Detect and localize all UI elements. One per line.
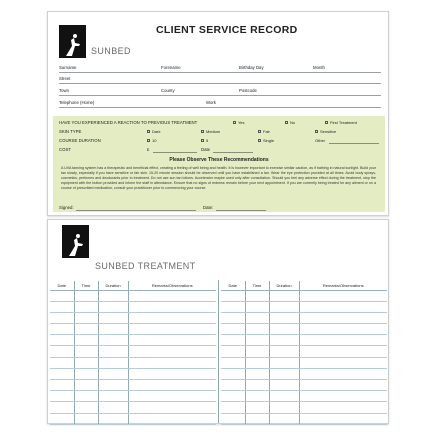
table-row (50, 357, 216, 368)
table-cell[interactable] (269, 391, 299, 402)
table-cell[interactable] (50, 290, 74, 301)
table-row (50, 335, 216, 346)
table-cell[interactable] (98, 380, 128, 391)
table-cell[interactable] (221, 357, 245, 368)
table-cell[interactable] (74, 368, 98, 379)
skin-fair-option[interactable]: Fair (258, 129, 270, 134)
table-cell[interactable] (74, 380, 98, 391)
table-cell[interactable] (74, 312, 98, 323)
table-cell[interactable] (128, 290, 216, 301)
month-label: Month (313, 65, 325, 70)
treatment-log-table-right (221, 281, 387, 425)
table-cell[interactable] (98, 312, 128, 323)
table-cell[interactable] (50, 413, 74, 424)
table-cell[interactable] (221, 402, 245, 413)
table-cell[interactable] (128, 335, 216, 346)
reaction-yes-option[interactable]: Yes (233, 120, 245, 125)
checkbox-icon (315, 130, 318, 133)
table-cell[interactable] (221, 413, 245, 424)
telephone-label: Telephone (Home) (59, 100, 95, 105)
table-cell[interactable] (74, 402, 98, 413)
checkbox-icon (258, 139, 261, 142)
table-cell[interactable] (269, 357, 299, 368)
cost-date-label: Date (201, 147, 211, 152)
table-cell[interactable] (128, 324, 216, 335)
table-cell[interactable] (269, 413, 299, 424)
table-cell[interactable] (221, 301, 245, 312)
table-cell[interactable] (245, 391, 269, 402)
table-cell[interactable] (221, 346, 245, 357)
table-cell[interactable] (299, 402, 387, 413)
table-row (221, 324, 387, 335)
table-cell[interactable] (128, 402, 216, 413)
table-row (221, 391, 387, 402)
skin-type-label: SKIN TYPE (59, 129, 82, 134)
table-cell[interactable] (128, 413, 216, 424)
course-5-option[interactable]: 5 (201, 138, 208, 143)
town-label: Town (59, 88, 70, 93)
table-cell[interactable] (74, 290, 98, 301)
table-cell[interactable] (128, 380, 216, 391)
table-cell[interactable] (299, 380, 387, 391)
table-cell[interactable] (50, 346, 74, 357)
table-cell[interactable] (269, 368, 299, 379)
table-cell[interactable] (221, 312, 245, 323)
table-cell[interactable] (221, 290, 245, 301)
signed-date-label: Date: (203, 205, 214, 210)
table-cell[interactable] (128, 346, 216, 357)
table-cell[interactable] (299, 346, 387, 357)
duration-column-header: Duration (269, 281, 299, 290)
table-cell[interactable] (74, 357, 98, 368)
street-label: Street (59, 76, 71, 81)
sunbed-logo (62, 225, 89, 258)
skin-medium-option[interactable]: Medium (201, 129, 220, 134)
table-cell[interactable] (50, 301, 74, 312)
sunbed-figure-icon (66, 232, 86, 258)
table-cell[interactable] (299, 290, 387, 301)
surname-label: Surname (59, 65, 77, 70)
course-duration-label: COURSE DURATION (59, 138, 101, 143)
checkbox-icon (201, 139, 204, 142)
recommendations-text: A UVA tanning system has a therapeutic and beneficial effect, creating a feeling of well being and health. It is however important to exercise similar caution, as if bathing in natural sunlight. Build your tan slowly, especially if you have sensitive or fair skin. 15-20 minute session should be observed until you have established a tan. Wear the eye protection provided at all times. Avoid body sprays, cosmetics, perfumes and deodorants prior to treatment. Do not use sun tan lotions. Accelerator maybe used only after consultation. Should you feel any adverse effect during the treatment, stop the equipment with the button provided and inform the staff in attendance. Ensure that no signs of redness remain before your next appointment. If you are currently being treated for any ailment or on a course of prescribed medication, consult your practitioner prior to commencing your course. (61, 166, 376, 190)
cost-date-line[interactable] (213, 152, 253, 153)
table-cell[interactable] (98, 301, 128, 312)
table-row (221, 335, 387, 346)
table-cell[interactable] (74, 324, 98, 335)
table-cell[interactable] (50, 402, 74, 413)
skin-dark-option[interactable]: Dark (147, 129, 160, 134)
cost-label: COST (59, 147, 71, 152)
table-cell[interactable] (269, 402, 299, 413)
town-line[interactable] (59, 95, 381, 96)
table-cell[interactable] (50, 312, 74, 323)
course-single-option[interactable]: Single (258, 138, 274, 143)
table-cell[interactable] (98, 324, 128, 335)
checkbox-icon (285, 121, 288, 124)
table-row (50, 380, 216, 391)
table-cell[interactable] (128, 357, 216, 368)
checkbox-icon (258, 130, 261, 133)
table-cell[interactable] (245, 290, 269, 301)
table-cell[interactable] (221, 380, 245, 391)
table-cell[interactable] (221, 368, 245, 379)
table-cell[interactable] (221, 335, 245, 346)
table-row (221, 357, 387, 368)
table-cell[interactable] (98, 357, 128, 368)
table-row (221, 402, 387, 413)
telephone-line[interactable] (59, 107, 381, 108)
table-cell[interactable] (269, 335, 299, 346)
table-cell[interactable] (269, 290, 299, 301)
currency-symbol: £ (147, 147, 150, 152)
table-cell[interactable] (299, 413, 387, 424)
table-cell[interactable] (50, 391, 74, 402)
signed-label: Signed: (59, 205, 74, 210)
course-other-option[interactable]: Other (315, 138, 326, 143)
recommendations-heading: Please Observe These Recommendations (169, 157, 269, 163)
column-divider (218, 280, 219, 423)
table-row (50, 346, 216, 357)
table-cell[interactable] (245, 312, 269, 323)
table-row (221, 301, 387, 312)
duration-column-header: Duration (98, 281, 128, 290)
table-cell[interactable] (299, 357, 387, 368)
treatment-log-table-left (50, 281, 216, 425)
table-cell[interactable] (299, 391, 387, 402)
client-service-record-card (47, 11, 389, 216)
table-cell[interactable] (245, 324, 269, 335)
table-cell[interactable] (245, 413, 269, 424)
table-cell[interactable] (128, 368, 216, 379)
table-cell[interactable] (98, 391, 128, 402)
table-cell[interactable] (245, 368, 269, 379)
table-row (221, 290, 387, 301)
table-cell[interactable] (98, 413, 128, 424)
table-cell[interactable] (50, 380, 74, 391)
table-row (50, 290, 216, 301)
work-label: Work (206, 100, 216, 105)
course-other-line[interactable] (329, 143, 379, 144)
table-cell[interactable] (299, 312, 387, 323)
table-cell[interactable] (221, 324, 245, 335)
checkbox-icon (233, 121, 236, 124)
table-cell[interactable] (98, 402, 128, 413)
table-cell[interactable] (269, 324, 299, 335)
time-column-header: Time (74, 281, 98, 290)
table-cell[interactable] (98, 368, 128, 379)
table-row (50, 391, 216, 402)
table-cell[interactable] (299, 335, 387, 346)
table-row (50, 413, 216, 424)
page-title: CLIENT SERVICE RECORD (156, 24, 298, 36)
table-cell[interactable] (50, 357, 74, 368)
county-label: County (161, 88, 175, 93)
table-cell[interactable] (50, 324, 74, 335)
street-line[interactable] (59, 83, 381, 84)
brand-name: SUNBED (91, 46, 131, 56)
table-cell[interactable] (128, 391, 216, 402)
reaction-question: HAVE YOU EXPERIENCED A REACTION TO PREVIOUS TREATMENT (59, 120, 198, 125)
table-cell[interactable] (245, 402, 269, 413)
table-cell[interactable] (128, 312, 216, 323)
table-cell[interactable] (299, 324, 387, 335)
table-row (50, 402, 216, 413)
date-column-header: Date (221, 281, 245, 290)
table-row (221, 413, 387, 424)
table-cell[interactable] (50, 335, 74, 346)
table-row (50, 324, 216, 335)
checkbox-icon (147, 130, 150, 133)
table-cell[interactable] (245, 335, 269, 346)
postcode-label: Postcode (239, 88, 257, 93)
table-cell[interactable] (245, 380, 269, 391)
table-cell[interactable] (269, 380, 299, 391)
date-column-header: Date (50, 281, 74, 290)
table-cell[interactable] (74, 346, 98, 357)
table-row (221, 346, 387, 357)
table-row (221, 380, 387, 391)
birthday-label: Birthday Day (239, 65, 264, 70)
reaction-first-treatment-option[interactable]: First Treatment (325, 120, 357, 125)
surname-line[interactable] (59, 72, 381, 73)
table-row (50, 312, 216, 323)
table-cell[interactable] (269, 346, 299, 357)
table-row (221, 368, 387, 379)
table-row (50, 301, 216, 312)
signed-date-line[interactable] (216, 210, 266, 211)
table-cell[interactable] (74, 301, 98, 312)
table-cell[interactable] (74, 335, 98, 346)
table-cell[interactable] (299, 368, 387, 379)
sunbed-figure-icon (63, 32, 83, 58)
course-10-option[interactable]: 10 (147, 138, 156, 143)
table-cell[interactable] (269, 301, 299, 312)
table-cell[interactable] (245, 357, 269, 368)
checkbox-icon (201, 130, 204, 133)
skin-sensitive-option[interactable]: Sensitive (315, 129, 336, 134)
table-cell[interactable] (245, 346, 269, 357)
table-cell[interactable] (221, 391, 245, 402)
sunbed-logo (59, 25, 86, 58)
checkbox-icon (325, 121, 328, 124)
table-cell[interactable] (74, 413, 98, 424)
forename-label: Forename (161, 65, 181, 70)
treatment-details-panel (53, 116, 385, 212)
table-row (50, 368, 216, 379)
remarks-column-header: Remarks/Observations (128, 281, 216, 290)
sunbed-treatment-card (47, 219, 389, 424)
checkbox-icon (147, 139, 150, 142)
table-cell[interactable] (98, 335, 128, 346)
reaction-no-option[interactable]: No (285, 120, 295, 125)
table-cell[interactable] (299, 301, 387, 312)
treatment-title: SUNBED TREATMENT (95, 261, 196, 271)
table-cell[interactable] (269, 312, 299, 323)
table-row (221, 312, 387, 323)
table-cell[interactable] (98, 290, 128, 301)
table-cell[interactable] (50, 368, 74, 379)
signature-line[interactable] (76, 210, 196, 211)
table-cell[interactable] (245, 301, 269, 312)
remarks-column-header: Remarks/Observations (299, 281, 387, 290)
table-cell[interactable] (74, 391, 98, 402)
table-cell[interactable] (98, 346, 128, 357)
time-column-header: Time (245, 281, 269, 290)
cost-line[interactable] (153, 152, 197, 153)
table-cell[interactable] (128, 301, 216, 312)
